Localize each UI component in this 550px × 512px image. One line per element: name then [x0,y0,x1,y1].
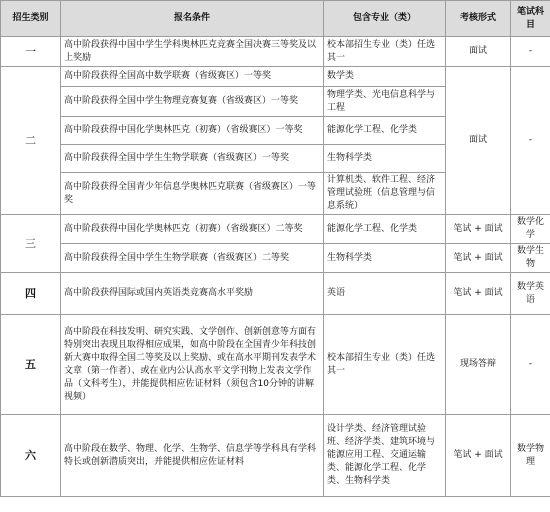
major-cell: 物理学类、光电信息科学与工程 [324,87,446,117]
header-row [1,1,550,37]
condition-cell: 高中阶段在科技发明、研究实践、文学创作、创新创意等方面有特别突出表现且取得相应成果，如高中阶段在全国青少年科技创新大赛中取得全国二等奖及以上奖励、或在高水平期刊发表学术文章（第一作者）、或在业内公认高水平文学刊物上发表文学作品（文科考生），并能提供相应佐证材料（须包含10分钟的讲解视频） [61,315,324,415]
condition-cell: 高中阶段获得全国中学生物理竞赛复赛（省级赛区）一等奖 [61,87,324,117]
condition-cell: 高中阶段获得全国中学生生物学联赛（省级赛区）一等奖 [61,145,324,173]
condition-cell: 高中阶段获得中国化学奥林匹克（初赛）（省级赛区）一等奖 [61,117,324,145]
exam-cell: 面试 [446,67,511,215]
major-cell: 校本部招生专业（类）任选其一 [324,37,446,67]
header-condition: 报名条件 [61,1,324,37]
subject-cell: 数学化学 [511,215,550,244]
table-row [1,315,550,415]
major-cell: 校本部招生专业（类）任选其一 [324,315,446,415]
major-cell: 生物科学类 [324,244,446,273]
condition-cell: 高中阶段获得中国化学奥林匹克（初赛）（省级赛区）二等奖 [61,215,324,244]
major-cell: 设计学类、经济管理试验班、经济学类、建筑环境与能源应用工程、交通运输类、能源化学工程、化学类、生物科学类 [324,415,446,497]
major-cell: 生物科学类 [324,145,446,173]
table-row [1,215,550,244]
condition-cell: 高中阶段获得国际或国内英语类竞赛高水平奖励 [61,273,324,315]
subject-cell: - [511,315,550,415]
exam-cell: 面试 [446,37,511,67]
major-cell: 计算机类、软件工程、经济管理试验班（信息管理与信息系统） [324,173,446,215]
category-cell: 二 [1,67,61,215]
header-exam: 考核形式 [446,1,511,37]
header-major: 包含专业（类） [324,1,446,37]
table-row [1,37,550,67]
table-row [1,415,550,497]
exam-cell: 现场答辩 [446,315,511,415]
category-cell: 五 [1,315,61,415]
category-cell: 四 [1,273,61,315]
condition-cell: 高中阶段获得全国高中数学联赛（省级赛区）一等奖 [61,67,324,87]
subject-cell: - [511,67,550,215]
exam-cell: 笔试 + 面试 [446,273,511,315]
table-row [1,273,550,315]
table-row [1,244,550,273]
header-category: 招生类别 [1,1,61,37]
category-cell: 六 [1,415,61,497]
category-cell: 一 [1,37,61,67]
subject-cell: - [511,37,550,67]
exam-cell: 笔试 + 面试 [446,415,511,497]
subject-cell: 数学英语 [511,273,550,315]
major-cell: 能源化学工程、化学类 [324,117,446,145]
condition-cell: 高中阶段获得中国中学生学科奥林匹克竞赛全国决赛三等奖及以上奖励 [61,37,324,67]
major-cell: 能源化学工程、化学类 [324,215,446,244]
condition-cell: 高中阶段在数学、物理、化学、生物学、信息学等学科具有学科特长或创新潜质突出，并能提供相应佐证材料 [61,415,324,497]
header-subject: 笔试科目 [511,1,550,37]
major-cell: 英语 [324,273,446,315]
condition-cell: 高中阶段获得全国青少年信息学奥林匹克联赛（省级赛区）一等奖 [61,173,324,215]
category-cell: 三 [1,215,61,273]
major-cell: 数学类 [324,67,446,87]
exam-cell: 笔试 + 面试 [446,244,511,273]
subject-cell: 数学生物 [511,244,550,273]
subject-cell: 数学物理 [511,415,550,497]
table-row [1,67,550,87]
exam-cell: 笔试 + 面试 [446,215,511,244]
condition-cell: 高中阶段获得全国中学生生物学联赛（省级赛区）二等奖 [61,244,324,273]
